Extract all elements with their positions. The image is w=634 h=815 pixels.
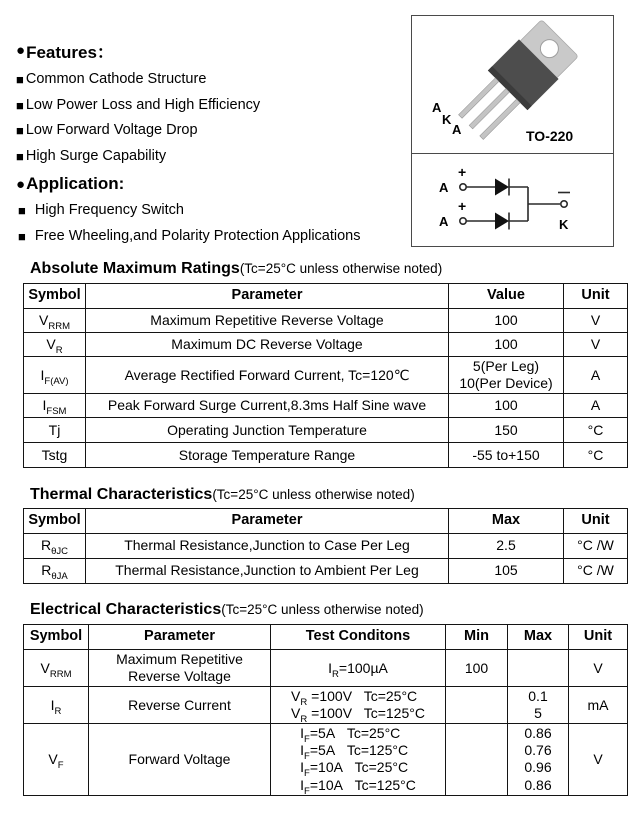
parameter-cell: Storage Temperature Range (86, 443, 449, 468)
lead-3 (480, 99, 520, 139)
section-subtitle: (Tc=25°C unless otherwise noted) (221, 602, 424, 617)
col-header-max: Max (449, 509, 564, 534)
square-bullet-icon: ■ (16, 72, 24, 87)
bullet-icon: ● (16, 42, 26, 59)
parameter-cell: Forward Voltage (89, 724, 271, 795)
feature-item (16, 149, 406, 164)
electrical-table (23, 624, 628, 796)
table-row (24, 559, 628, 584)
min-cell: 100 (446, 650, 508, 687)
symbol-cell: $R_{\theta JC}$ (24, 534, 86, 559)
table-row (24, 650, 628, 687)
lead-1 (459, 78, 499, 118)
bullet-icon: ● (16, 175, 26, 193)
schematic-cathode-label: K (559, 217, 569, 232)
table-row (24, 333, 628, 357)
parameter-cell: Maximum DC Reverse Voltage (86, 333, 449, 357)
min-cell (446, 724, 508, 795)
col-header-test-conditions: Test Conditons (271, 625, 446, 650)
max-cell: 0.1 5 (508, 687, 569, 724)
test-conditions-lines: $I_F=5A$ Tc=25°C $I_F=5A$ Tc=125°C $I_F=10A$ Tc=25°C $I_F=10A$ Tc=125°C (300, 725, 416, 796)
unit-cell: mA (569, 687, 628, 724)
parameter-cell: Maximum Repetitive Reverse Voltage (89, 650, 271, 687)
diode-symbol-bottom (495, 213, 509, 230)
application-item-label: High Frequency Switch (34, 202, 184, 218)
table-row (24, 309, 628, 333)
min-cell (446, 687, 508, 724)
schematic-anode-label-top: A (439, 180, 449, 195)
plus-sign-top: + (458, 164, 467, 180)
square-bullet-icon: ■ (18, 203, 26, 218)
max-cell: 105 (449, 559, 564, 584)
section-subtitle: (Tc=25°C unless otherwise noted) (239, 261, 443, 276)
col-header-max: Max (508, 625, 569, 650)
col-header-symbol: Symbol (24, 625, 89, 650)
table-row (24, 443, 628, 468)
col-header-min: Min (446, 625, 508, 650)
value-cell: 100 (449, 333, 564, 357)
col-header-parameter: Parameter (86, 509, 449, 534)
parameter-cell: Maximum Repetitive Reverse Voltage (86, 309, 449, 333)
thermal-section-title (30, 486, 415, 504)
symbol-cell: Tj (24, 418, 86, 443)
symbol-cell: $V_{RRM}$ (24, 650, 89, 687)
symbol-cell: $V_F$ (24, 724, 89, 795)
lead-2 (469, 89, 509, 129)
pin-label-anode-2: A (452, 122, 462, 137)
value-cell: 150 (449, 418, 564, 443)
max-cell: 0.86 0.76 0.96 0.86 (508, 724, 569, 795)
common-cathode-schematic (412, 154, 613, 245)
unit-cell: V (564, 333, 628, 357)
table-header-row (24, 625, 628, 650)
table-row (24, 357, 628, 394)
diode-symbol-top (495, 179, 509, 196)
test-conditions-cell (271, 687, 446, 724)
max-cell (508, 650, 569, 687)
electrical-section-title (30, 601, 424, 619)
parameter-cell: Average Rectified Forward Current, Tc=120℃ (86, 357, 449, 394)
application-item (16, 229, 406, 244)
unit-cell: °C (564, 418, 628, 443)
symbol-cell: $I_{F(AV)}$ (24, 357, 86, 394)
col-header-parameter: Parameter (89, 625, 271, 650)
features-heading-label: Features： (26, 43, 114, 62)
table-row (24, 418, 628, 443)
col-header-value: Value (449, 284, 564, 309)
feature-item-label: Low Forward Voltage Drop (25, 122, 198, 138)
table-header-row (24, 284, 628, 309)
section-title: Absolute Maximum Ratings (30, 260, 240, 277)
unit-cell: V (569, 650, 628, 687)
symbol-cell: Tstg (24, 443, 86, 468)
parameter-cell: Peak Forward Surge Current,8.3ms Half Sine wave (86, 394, 449, 418)
pin-label-anode-1: A (432, 100, 442, 115)
unit-cell: V (564, 309, 628, 333)
table-row (24, 394, 628, 418)
table-header-row (24, 509, 628, 534)
col-header-unit: Unit (564, 284, 628, 309)
application-item-label: Free Wheeling,and Polarity Protection Applications (34, 227, 361, 244)
package-name-label: TO-220 (526, 128, 574, 144)
col-header-symbol: Symbol (24, 284, 86, 309)
square-bullet-icon: ■ (16, 148, 24, 164)
plus-sign-bottom: + (458, 198, 467, 214)
package-drawing-cell (412, 16, 613, 154)
parameter-cell: Reverse Current (89, 687, 271, 724)
unit-cell: A (564, 394, 628, 418)
pin-label-cathode: K (442, 112, 452, 127)
col-header-symbol: Symbol (24, 509, 86, 534)
symbol-cell: $R_{\theta JA}$ (24, 559, 86, 584)
feature-item (16, 72, 406, 87)
value-cell: 5(Per Leg) 10(Per Device) (449, 357, 564, 394)
square-bullet-icon: ■ (16, 97, 24, 113)
col-header-parameter: Parameter (86, 284, 449, 309)
abs-max-section-title (30, 260, 442, 278)
unit-cell: A (564, 357, 628, 394)
features-application-block (16, 38, 406, 254)
feature-item-label: High Surge Capability (25, 147, 167, 164)
value-cell: 100 (449, 309, 564, 333)
abs-max-table (23, 283, 628, 468)
symbol-cell: $V_R$ (24, 333, 86, 357)
section-title: Electrical Characteristics (30, 601, 222, 618)
section-title: Thermal Characteristics (30, 486, 213, 503)
unit-cell: °C /W (564, 534, 628, 559)
value-cell: -55 to+150 (449, 443, 564, 468)
schematic-cell (412, 154, 613, 245)
feature-item-label: Common Cathode Structure (25, 71, 207, 87)
section-subtitle: (Tc=25°C unless otherwise noted) (212, 487, 415, 502)
package-info-box (411, 15, 614, 247)
table-row (24, 724, 628, 795)
parameter-cell: Thermal Resistance,Junction to Ambient Per Leg (86, 559, 449, 584)
feature-item-label: Low Power Loss and High Efficiency (25, 96, 261, 113)
square-bullet-icon: ■ (18, 228, 26, 244)
square-bullet-icon: ■ (16, 123, 24, 138)
thermal-table (23, 508, 628, 584)
symbol-cell: $I_{FSM}$ (24, 394, 86, 418)
parameter-cell: Operating Junction Temperature (86, 418, 449, 443)
to220-package-image (412, 16, 613, 153)
unit-cell: °C (564, 443, 628, 468)
symbol-cell: $I_R$ (24, 687, 89, 724)
unit-cell: °C /W (564, 559, 628, 584)
col-header-unit: Unit (564, 509, 628, 534)
test-conditions-cell: $I_R=100\mu A$ (271, 650, 446, 687)
schematic-anode-label-bottom: A (439, 214, 449, 229)
symbol-cell: $V_{RRM}$ (24, 309, 86, 333)
features-heading (16, 38, 406, 63)
parameter-cell: Thermal Resistance,Junction to Case Per Leg (86, 534, 449, 559)
application-heading-label: Application: (26, 174, 125, 193)
application-heading (16, 174, 406, 194)
test-conditions-cell (271, 724, 446, 795)
table-row (24, 687, 628, 724)
col-header-unit: Unit (569, 625, 628, 650)
table-row (24, 534, 628, 559)
test-conditions-lines: $V_R =100V$ Tc=25°C $V_R =100V$ Tc=125°C (291, 688, 425, 724)
application-item (16, 203, 406, 218)
value-cell: 100 (449, 394, 564, 418)
max-cell: 2.5 (449, 534, 564, 559)
unit-cell: V (569, 724, 628, 795)
feature-item (16, 98, 406, 113)
feature-item (16, 123, 406, 138)
